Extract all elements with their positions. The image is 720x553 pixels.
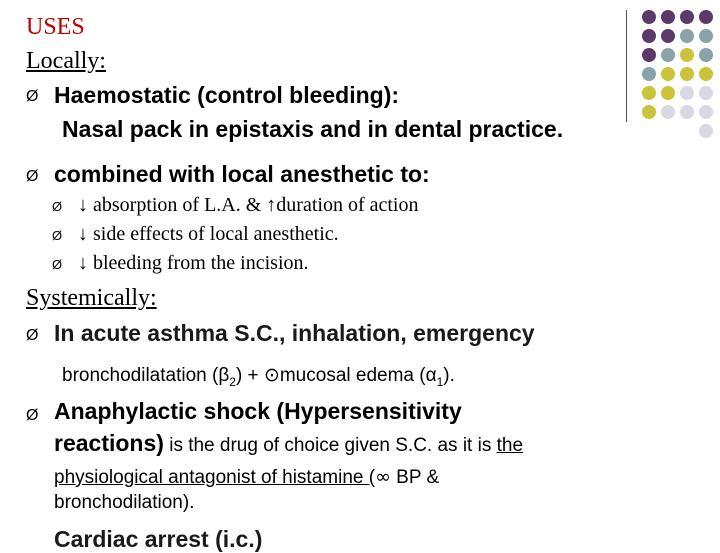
bullet-acute-asthma xyxy=(54,320,535,347)
decorative-dot xyxy=(699,105,713,119)
decorative-dot xyxy=(642,48,656,62)
decorative-dot xyxy=(661,105,675,119)
bullet-icon: Ø xyxy=(26,327,39,344)
decorative-dot xyxy=(661,10,675,24)
decorative-dot xyxy=(642,105,656,119)
sub-bullet-side-effects: ↓ side effects of local anesthetic. xyxy=(78,223,339,245)
slide-title: USES xyxy=(26,14,85,40)
decorative-dot xyxy=(699,124,713,138)
bullet-anaphylactic-shock: Anaphylactic shock (Hypersensitivity xyxy=(54,398,462,424)
asthma-label: In acute asthma xyxy=(54,320,228,346)
divider-line xyxy=(626,10,627,122)
sub-bullet-absorption: ↓ absorption of L.A. & ↑duration of action xyxy=(78,194,419,216)
alpha-subscript: 1 xyxy=(436,374,444,389)
decorative-dot xyxy=(642,10,656,24)
decorative-dot xyxy=(680,67,694,81)
decorative-dot xyxy=(661,67,675,81)
decorative-dot xyxy=(661,29,675,43)
sub-bullet-icon: Ø xyxy=(52,257,63,272)
decorative-dot xyxy=(642,29,656,43)
bullet-icon: Ø xyxy=(26,88,39,105)
bullet-combined-local-anesthetic: combined with local anesthetic to: xyxy=(54,161,430,187)
decorative-dot xyxy=(680,48,694,62)
decorative-dot xyxy=(699,67,713,81)
asthma-detail xyxy=(62,364,455,389)
bp-text: BP & xyxy=(390,467,440,488)
decorative-dot xyxy=(699,86,713,100)
decorative-dot xyxy=(680,86,694,100)
decorative-dot xyxy=(680,10,694,24)
decorative-dot xyxy=(661,86,675,100)
bullet-cardiac-arrest-cutoff: Cardiac arrest (i.c.) xyxy=(54,526,263,552)
anaphylaxis-line3 xyxy=(54,466,439,489)
bullet-icon: Ø xyxy=(26,168,39,185)
sub-bullet-bleeding: ↓ bleeding from the incision. xyxy=(78,252,309,274)
increase-symbol-icon: ∞ xyxy=(375,466,391,488)
asthma-routes: S.C., inhalation, emergency xyxy=(234,320,535,346)
section-heading-systemically: Systemically: xyxy=(26,285,157,311)
bullet-haemostatic: Haemostatic (control bleeding): xyxy=(54,82,400,108)
decorative-dot xyxy=(680,105,694,119)
mucosal-edema-text: mucosal edema (α xyxy=(279,365,437,386)
decrease-symbol-icon: ⊙ xyxy=(263,364,280,386)
decorative-dot xyxy=(699,29,713,43)
decorative-dot xyxy=(699,10,713,24)
decorative-dot xyxy=(699,48,713,62)
anaphylaxis-line4: bronchodilation). xyxy=(54,492,195,513)
decorative-dot xyxy=(642,86,656,100)
haemostatic-detail: Nasal pack in epistaxis and in dental practice. xyxy=(62,116,564,142)
bronchodilatation-text: bronchodilatation (β xyxy=(62,365,230,386)
closing-text: ). xyxy=(443,365,455,386)
plus-text: ) + xyxy=(235,365,264,386)
sub-bullet-icon: Ø xyxy=(52,228,63,243)
decorative-dot xyxy=(680,29,694,43)
physiological-antagonist-text: physiological antagonist of histamine ( xyxy=(54,467,376,488)
beta-subscript: 2 xyxy=(229,374,236,389)
anaphylaxis-line2 xyxy=(54,430,523,457)
decorative-dot xyxy=(642,67,656,81)
bullet-icon: Ø xyxy=(26,407,39,424)
sub-bullet-icon: Ø xyxy=(52,199,63,214)
decorative-dot xyxy=(661,48,675,62)
drug-of-choice-text: is the drug of choice given S.C. as it is xyxy=(163,435,497,456)
reactions-text: reactions) xyxy=(54,430,164,456)
the-underlined: the xyxy=(496,435,524,456)
section-heading-locally: Locally: xyxy=(26,48,106,74)
